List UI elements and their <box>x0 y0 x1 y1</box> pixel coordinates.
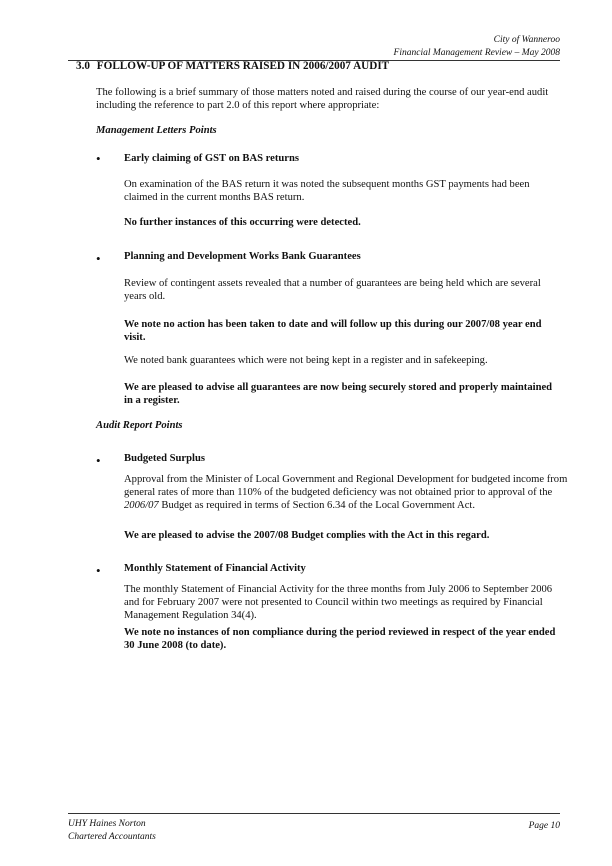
item-title-gst: Early claiming of GST on BAS returns <box>124 153 300 164</box>
item-finding-guarantees: We note no action has been taken to date and will follow up this during our 2007/08 year end visit. <box>124 319 542 343</box>
bullet-icon: • <box>96 251 101 266</box>
item-finding-monthly-statement: We note no instances of non compliance during the period reviewed in respect of the year ended 30 June 2008 (to date). <box>124 627 556 651</box>
item-text2-guarantees: We noted bank guarantees which were not being kept in a register and in safekeeping. <box>124 355 488 366</box>
audit-report-heading: Audit Report Points <box>96 420 183 431</box>
item-finding-gst: No further instances of this occurring were detected. <box>124 217 361 228</box>
item-text-surplus: Approval from the Minister of Local Government and Regional Development for budgeted income from general rates of more than 110% of the budgeted deficiency was not obtained prior to approval of the 2006/07 Budget as required in terms of Section 6.34 of the Local Government Act. <box>124 474 568 511</box>
footer-firm: UHY Haines Norton <box>68 819 146 829</box>
item-text-monthly-statement: The monthly Statement of Financial Activity for the three months from July 2006 to September 2006 and for February 2007 were not presented to Council within two meetings as required by Financial Management Regulation 34(4). <box>124 584 553 621</box>
item-text-guarantees: Review of contingent assets revealed that a number of guarantees are being held which are several years old. <box>124 278 541 302</box>
management-letters-heading: Management Letters Points <box>96 125 217 136</box>
item-title-surplus: Budgeted Surplus <box>124 453 205 464</box>
footer-role: Chartered Accountants <box>68 832 156 842</box>
item-finding-surplus: We are pleased to advise the 2007/08 Budget complies with the Act in this regard. <box>124 530 490 541</box>
header-organisation: City of Wanneroo <box>493 35 560 45</box>
bullet-icon: • <box>96 151 101 166</box>
section-number: 3.0 <box>76 60 90 72</box>
item-title-monthly-statement: Monthly Statement of Financial Activity <box>124 563 306 574</box>
item-text-gst: On examination of the BAS return it was noted the subsequent months GST payments had been claimed in the current months BAS return. <box>124 179 530 203</box>
bullet-icon: • <box>96 563 101 578</box>
footer-rule <box>68 813 560 814</box>
section-title: FOLLOW-UP OF MATTERS RAISED IN 2006/2007 AUDIT <box>96 60 390 72</box>
bullet-icon: • <box>96 453 101 468</box>
header-report-title: Financial Management Review – May 2008 <box>393 48 560 58</box>
section-heading <box>76 60 389 72</box>
item-finding2-guarantees: We are pleased to advise all guarantees are now being securely stored and properly maintained in a register. <box>124 382 553 406</box>
page-number: Page 10 <box>528 821 560 831</box>
item-title-guarantees: Planning and Development Works Bank Guarantees <box>124 251 361 262</box>
section-intro: The following is a brief summary of those matters noted and raised during the course of our year-end audit including the reference to part 2.0 of this report where appropriate: <box>96 87 549 111</box>
